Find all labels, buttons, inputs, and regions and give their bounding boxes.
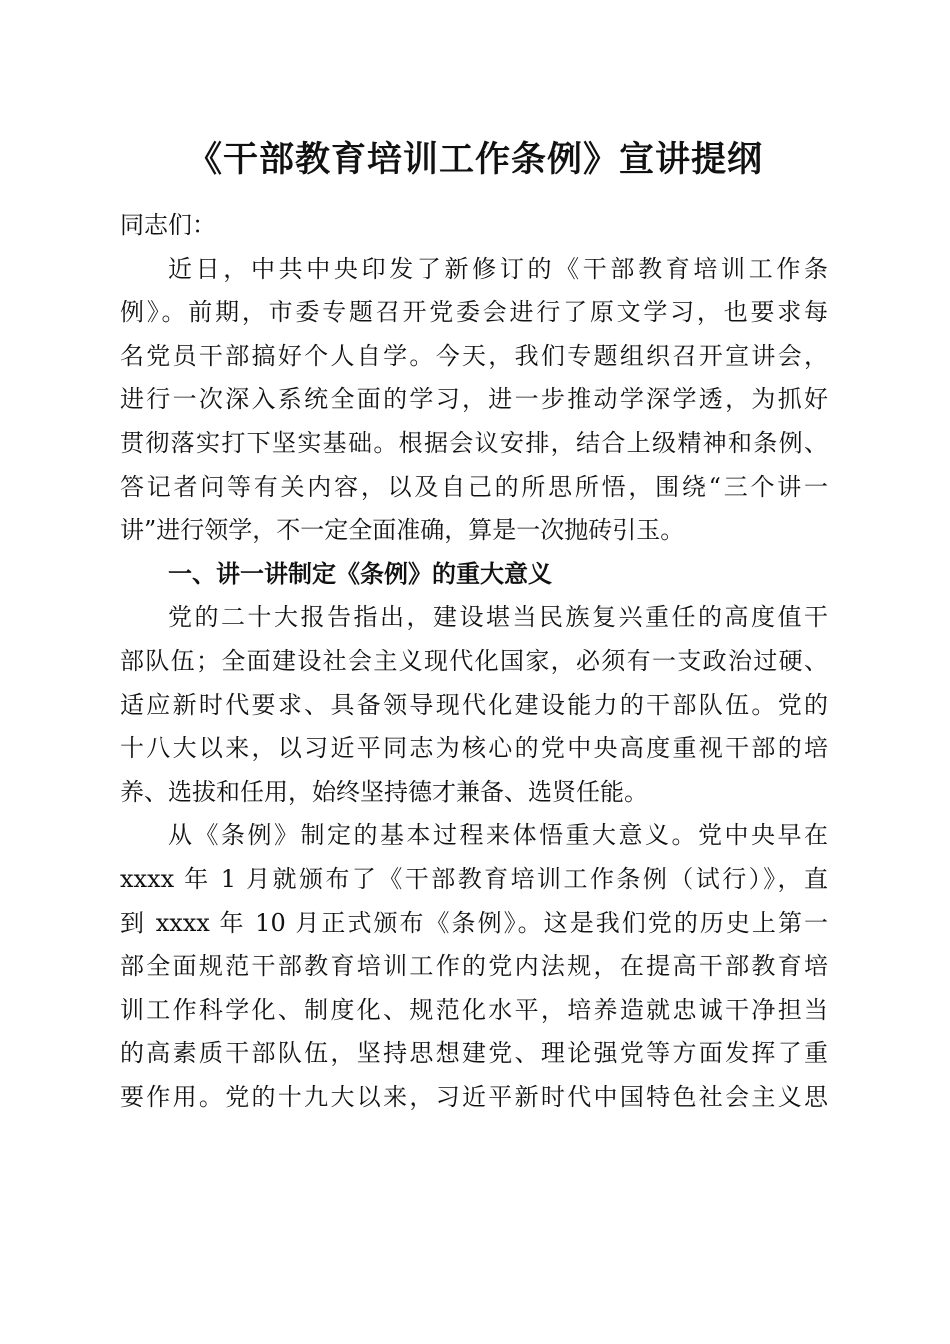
paragraph-line: 答记者问等有关内容，以及自己的所思所悟，围绕“三个讲一 [120,472,828,501]
section-heading: 一、讲一讲制定《条例》的重大意义 [168,559,552,588]
paragraph-line: 的高素质干部队伍，坚持思想建党、理论强党等方面发挥了重 [120,1039,828,1068]
paragraph-line: 贯彻落实打下坚实基础。根据会议安排，结合上级精神和条例、 [120,428,828,457]
document-title: 《干部教育培训工作条例》宣讲提纲 [186,139,763,180]
paragraph-line: 进行一次深入系统全面的学习，进一步推动学深学透，为抓好 [120,385,828,414]
paragraph-line: 部全面规范干部教育培训工作的党内法规，在提高干部教育培 [120,952,828,981]
paragraph-line: 党的二十大报告指出，建设堪当民族复兴重任的高度值干 [168,603,828,632]
paragraph-line: 要作用。党的十九大以来，习近平新时代中国特色社会主义思 [120,1082,828,1111]
paragraph-line: 近日，中共中央印发了新修订的《干部教育培训工作条 [168,254,828,283]
paragraph-line: 到 xxxx 年 10 月正式颁布《条例》。这是我们党的历史上第一 [120,908,828,937]
paragraph-line: 名党员干部搞好个人自学。今天，我们专题组织召开宣讲会， [120,341,828,370]
paragraph-line: 养、选拔和任用，始终坚持德才兼备、选贤任能。 [120,777,648,806]
paragraph-line: 训工作科学化、制度化、规范化水平，培养造就忠诚干净担当 [120,995,828,1024]
salutation: 同志们： [120,211,216,239]
paragraph-line: 部队伍；全面建设社会主义现代化国家，必须有一支政治过硬、 [120,646,828,675]
paragraph-line: 讲”进行领学，不一定全面准确，算是一次抛砖引玉。 [120,516,685,545]
paragraph-line: xxxx 年 1 月就颁布了《干部教育培训工作条例（试行）》，直 [120,864,828,893]
paragraph-line: 适应新时代要求、具备领导现代化建设能力的干部队伍。党的 [120,690,828,719]
paragraph-line: 例》。前期，市委专题召开党委会进行了原文学习，也要求每 [120,298,828,327]
document-body [120,204,828,1119]
paragraph-line: 十八大以来，以习近平同志为核心的党中央高度重视干部的培 [120,734,828,763]
paragraph-line: 从《条例》制定的基本过程来体悟重大意义。党中央早在 [168,821,828,850]
